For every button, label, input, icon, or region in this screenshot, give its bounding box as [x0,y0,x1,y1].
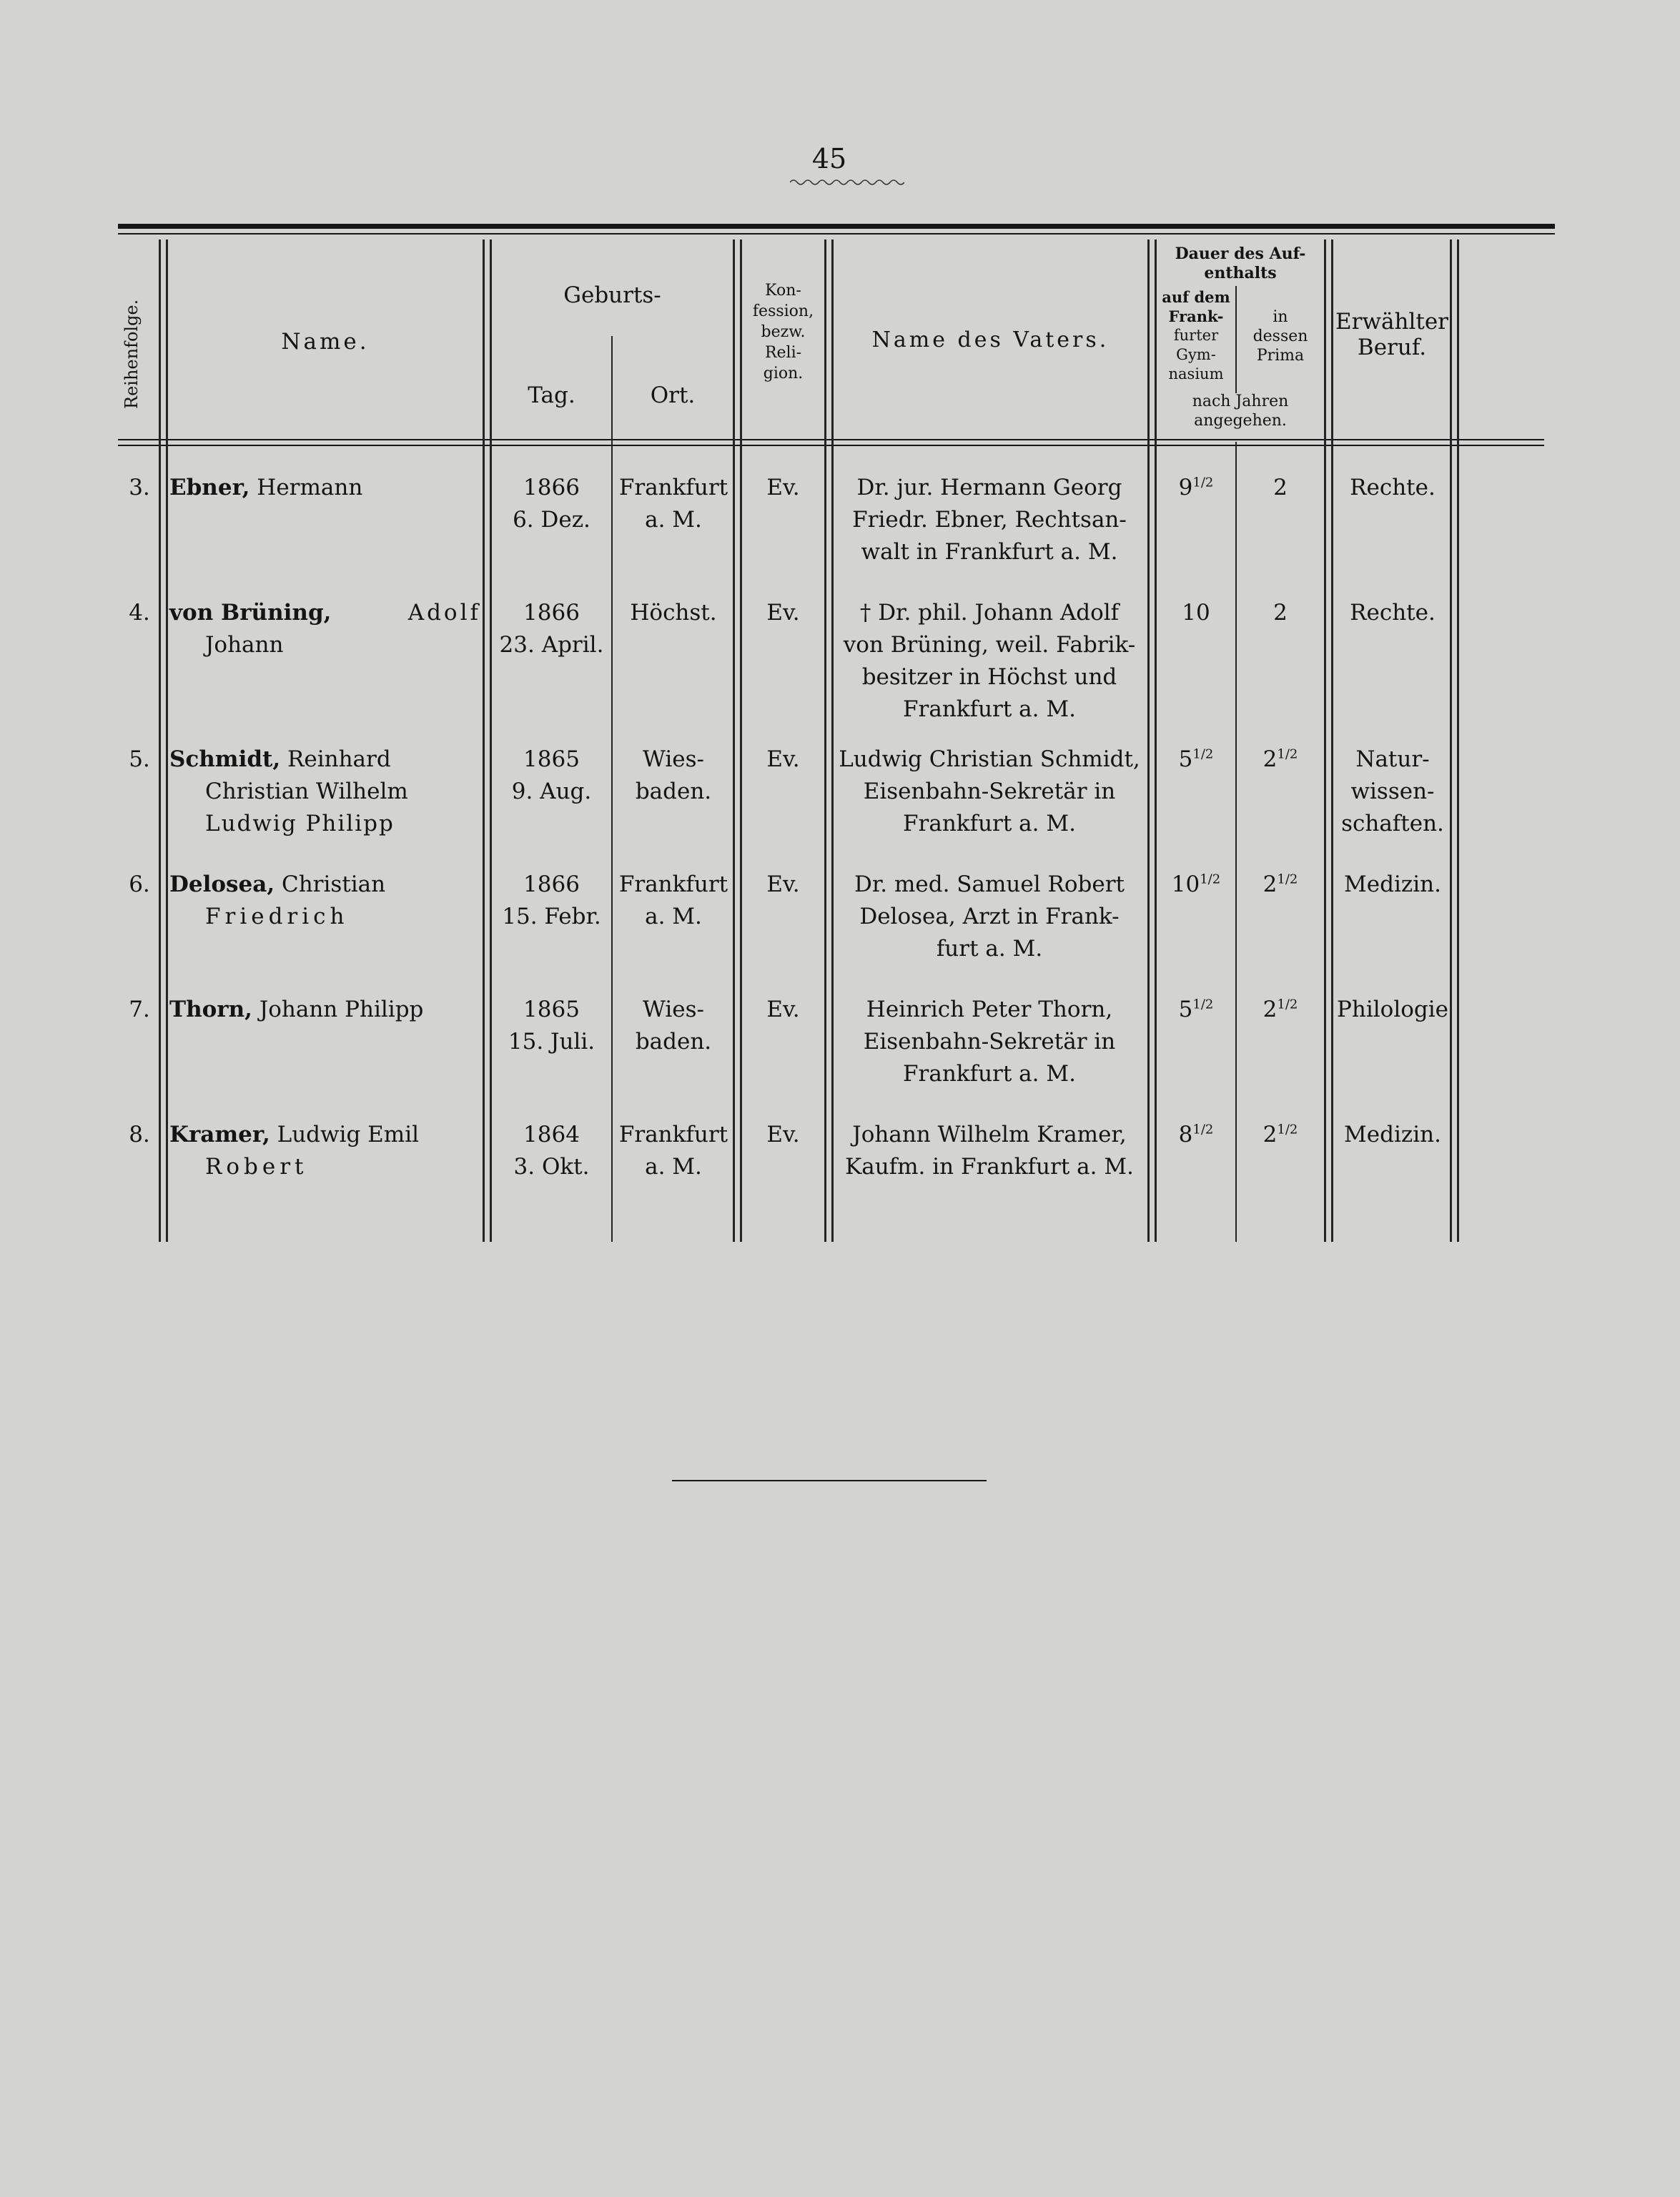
header-dauer-prima: in dessen Prima [1252,308,1308,365]
header-geburts: Geburts- [563,282,661,308]
student-name: Schmidt, Reinhard Christian Wilhelm Ludwig Philipp [169,746,408,836]
row-number: 4. [129,600,150,626]
birth-place: Wies- baden. [635,746,712,804]
page-number: 45 [811,143,847,174]
row-number: 8. [129,1122,150,1147]
years-gymnasium: 10 [1182,600,1210,626]
table-top-rule [118,224,1555,229]
header-ort: Ort. [650,382,696,408]
chosen-profession: Medizin. [1344,1122,1441,1147]
birth-date: 1866 15. Febr. [502,872,601,929]
confession: Ev. [766,997,800,1022]
father-name: Dr. jur. Hermann Georg Friedr. Ebner, Rechtsan- walt in Frankfurt a. M. [852,475,1127,565]
chosen-profession: Rechte. [1350,475,1436,500]
chosen-profession: Natur- wissen- schaften. [1341,746,1444,836]
years-prima: $2^{1/2}$ [1263,1122,1298,1147]
years-gymnasium: $8^{1/2}$ [1178,1122,1214,1147]
header-vater: Name des Vaters. [871,327,1110,352]
student-name: Thorn, Johann Philipp [169,997,424,1022]
birth-place: Frankfurt a. M. [618,872,728,929]
years-gymnasium: $5^{1/2}$ [1178,746,1214,772]
father-name: Heinrich Peter Thorn, Eisenbahn-Sekretär in Frankfurt a. M. [863,997,1116,1087]
student-name: von Brüning, Adolf Johann [169,600,481,658]
confession: Ev. [766,872,800,897]
birth-date: 1866 6. Dez. [513,475,591,533]
student-name: Ebner, Hermann [169,475,363,500]
header-konfession: Kon- fession, bezw. Reli- gion. [752,282,814,382]
birth-place: Höchst. [630,600,717,626]
years-prima: $2^{1/2}$ [1263,997,1298,1022]
chosen-profession: Medizin. [1344,872,1441,897]
header-dauer-gym: auf dem Frank- furter Gym- nasium [1162,288,1230,382]
birth-place: Frankfurt a. M. [618,1122,728,1180]
birth-date: 1865 15. Juli. [508,997,596,1055]
header-beruf: Erwählter Beruf. [1335,309,1448,360]
years-prima: $2^{1/2}$ [1263,746,1298,772]
years-gymnasium: $10^{1/2}$ [1171,872,1221,897]
table-top-rule-thin [118,233,1555,234]
father-name: Ludwig Christian Schmidt, Eisenbahn-Sekretär in Frankfurt a. M. [839,746,1140,836]
student-name: Delosea, Christian Friedrich [169,872,386,929]
header-reihenfolge: Reihenfolge. [122,299,142,409]
confession: Ev. [766,746,800,772]
birth-place: Wies- baden. [635,997,712,1055]
closing-rule [672,1480,987,1481]
father-name: Johann Wilhelm Kramer, Kaufm. in Frankfurt a. M. [845,1122,1134,1180]
row-number: 3. [129,475,150,500]
row-number: 7. [129,997,150,1022]
header-dauer-bottom: nach Jahren angegehen. [1192,393,1289,430]
years-prima: $2^{1/2}$ [1263,872,1298,897]
birth-date: 1866 23. April. [499,600,604,658]
years-gymnasium: $9^{1/2}$ [1178,475,1214,500]
birth-date: 1865 9. Aug. [511,746,592,804]
father-name: † Dr. phil. Johann Adolf von Brüning, weil. Fabrik- besitzer in Höchst und Frankfurt a. M. [843,600,1136,722]
father-name: Dr. med. Samuel Robert Delosea, Arzt in Frank- furt a. M. [854,872,1125,962]
header-dauer-top: Dauer des Auf- enthalts [1175,245,1306,282]
confession: Ev. [766,1122,800,1147]
row-number: 6. [129,872,150,897]
page-number-ornament [790,177,904,187]
student-name: Kramer, Ludwig Emil Robert [169,1122,420,1180]
birth-date: 1864 3. Okt. [513,1122,590,1180]
years-gymnasium: $5^{1/2}$ [1178,997,1214,1022]
years-prima: 2 [1273,600,1288,626]
row-number: 5. [129,746,150,772]
chosen-profession: Philologie [1337,997,1448,1022]
birth-place: Frankfurt a. M. [618,475,728,533]
header-tag: Tag. [528,382,575,408]
years-prima: 2 [1273,475,1288,500]
header-name: Name. [281,329,370,355]
chosen-profession: Rechte. [1350,600,1436,626]
confession: Ev. [766,475,800,500]
confession: Ev. [766,600,800,626]
